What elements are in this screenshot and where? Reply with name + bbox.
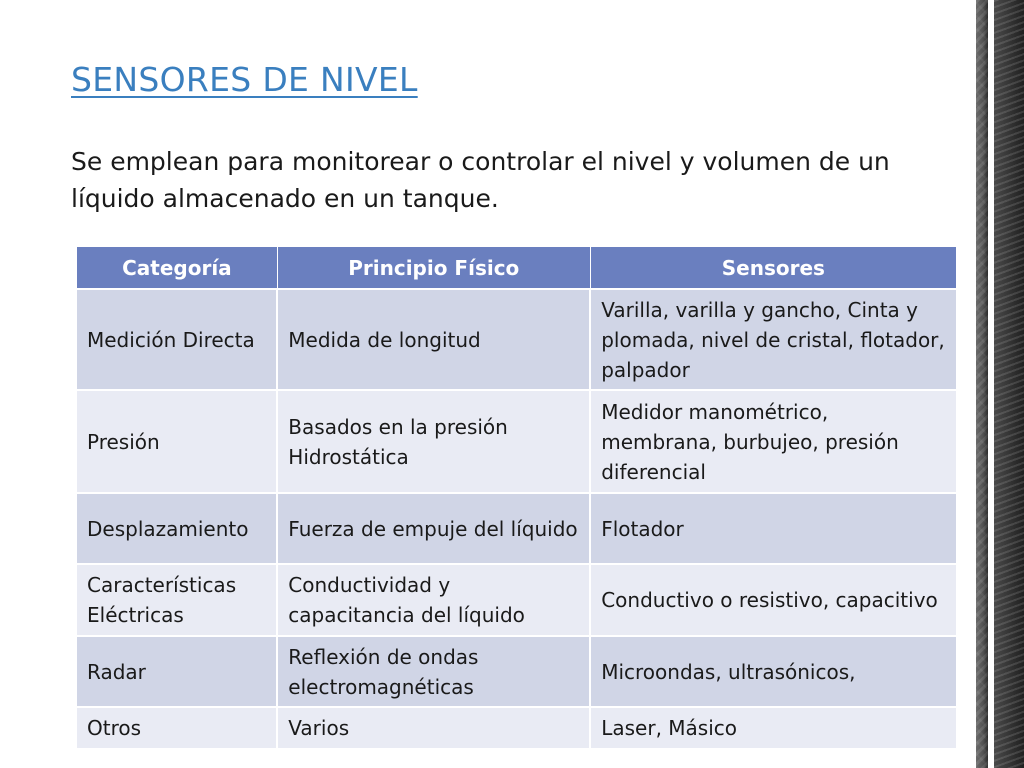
table-row [77, 289, 956, 390]
cell-categoria: Desplazamiento [77, 493, 277, 564]
sensor-table [77, 247, 956, 750]
decorative-stripe-pattern [994, 0, 1024, 768]
cell-categoria: Otros [77, 707, 277, 749]
table-row [77, 390, 956, 493]
table-row [77, 707, 956, 749]
cell-sensores: Microondas, ultrasónicos, [590, 636, 956, 707]
slide-intro-text: Se emplean para monitorear o controlar el nivel y volumen de un líquido almacenado en un tanque. [71, 147, 890, 213]
header-categoria: Categoría [77, 247, 277, 289]
cell-principio: Basados en la presión Hidrostática [277, 390, 590, 493]
cell-sensores: Medidor manométrico, membrana, burbujeo, presión diferencial [590, 390, 956, 493]
cell-sensores: Flotador [590, 493, 956, 564]
cell-categoria: Características Eléctricas [77, 564, 277, 636]
cell-sensores: Conductivo o resistivo, capacitivo [590, 564, 956, 636]
table-row [77, 493, 956, 564]
header-sensores: Sensores [590, 247, 956, 289]
cell-principio: Medida de longitud [277, 289, 590, 390]
header-principio-fisico: Principio Físico [277, 247, 590, 289]
cell-sensores: Laser, Másico [590, 707, 956, 749]
table-row [77, 564, 956, 636]
slide-title: SENSORES DE NIVEL [71, 60, 418, 99]
cell-principio: Conductividad y capacitancia del líquido [277, 564, 590, 636]
table-row [77, 636, 956, 707]
cell-sensores: Varilla, varilla y gancho, Cinta y plomada, nivel de cristal, flotador, palpador [590, 289, 956, 390]
cell-categoria: Medición Directa [77, 289, 277, 390]
cell-principio: Fuerza de empuje del líquido [277, 493, 590, 564]
cell-principio: Varios [277, 707, 590, 749]
cell-principio: Reflexión de ondas electromagnéticas [277, 636, 590, 707]
cell-categoria: Radar [77, 636, 277, 707]
cell-categoria: Presión [77, 390, 277, 493]
table-header-row [77, 247, 956, 289]
